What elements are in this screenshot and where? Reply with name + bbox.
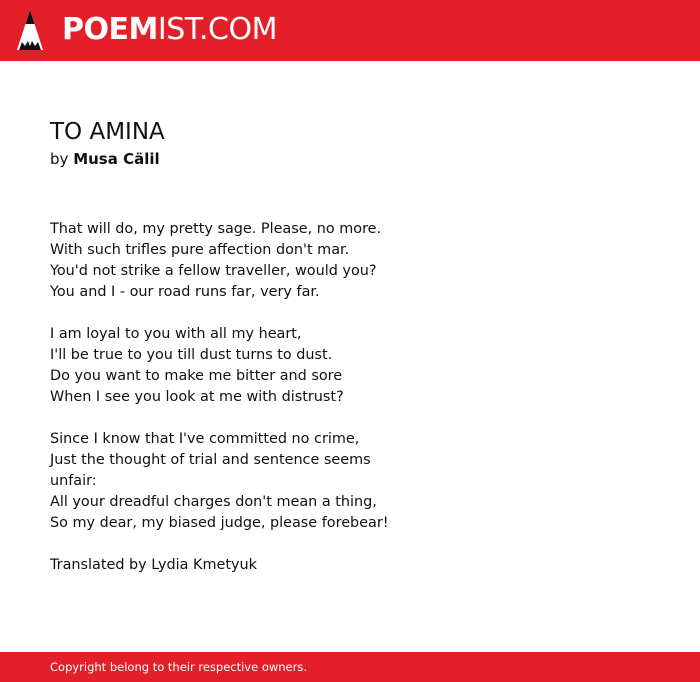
poem-line: All your dreadful charges don't mean a thing,: [50, 494, 377, 510]
poem-body: [50, 219, 389, 576]
poem-line: Just the thought of trial and sentence seems: [50, 452, 371, 468]
poem-line: So my dear, my biased judge, please forebear!: [50, 515, 389, 531]
poem-line: unfair:: [50, 473, 97, 489]
poem-line: Since I know that I've committed no crime,: [50, 431, 360, 447]
poem-line: When I see you look at me with distrust?: [50, 389, 344, 405]
site-footer: [0, 652, 700, 682]
stanza: [50, 219, 380, 303]
logo-strong-text: POEM: [62, 12, 158, 47]
poem-line: With such trifles pure affection don't mar.: [50, 242, 350, 258]
poem-title: TO AMINA: [50, 119, 165, 145]
site-header: [0, 0, 700, 61]
pencil-mountain-icon[interactable]: [17, 10, 43, 50]
poem-line: I'll be true to you till dust turns to dust.: [50, 347, 333, 363]
poem-line: Do you want to make me bitter and sore: [50, 368, 343, 384]
byline: [50, 148, 160, 170]
poem-line: That will do, my pretty sage. Please, no more.: [50, 221, 382, 237]
stanza: [50, 429, 389, 534]
poem-line: You and I - our road runs far, very far.: [50, 284, 320, 300]
copyright-text: Copyright belong to their respective owners.: [50, 660, 308, 674]
site-logo[interactable]: [62, 12, 277, 48]
poem-line: You'd not strike a fellow traveller, would you?: [50, 263, 377, 279]
by-label: by: [50, 150, 69, 168]
translator-credit: Translated by Lydia Kmetyuk: [50, 557, 257, 573]
author-name: Musa Cälil: [73, 150, 160, 168]
logo-light-text: IST.COM: [157, 12, 277, 47]
poem-line: I am loyal to you with all my heart,: [50, 326, 302, 342]
stanza: [50, 324, 380, 408]
